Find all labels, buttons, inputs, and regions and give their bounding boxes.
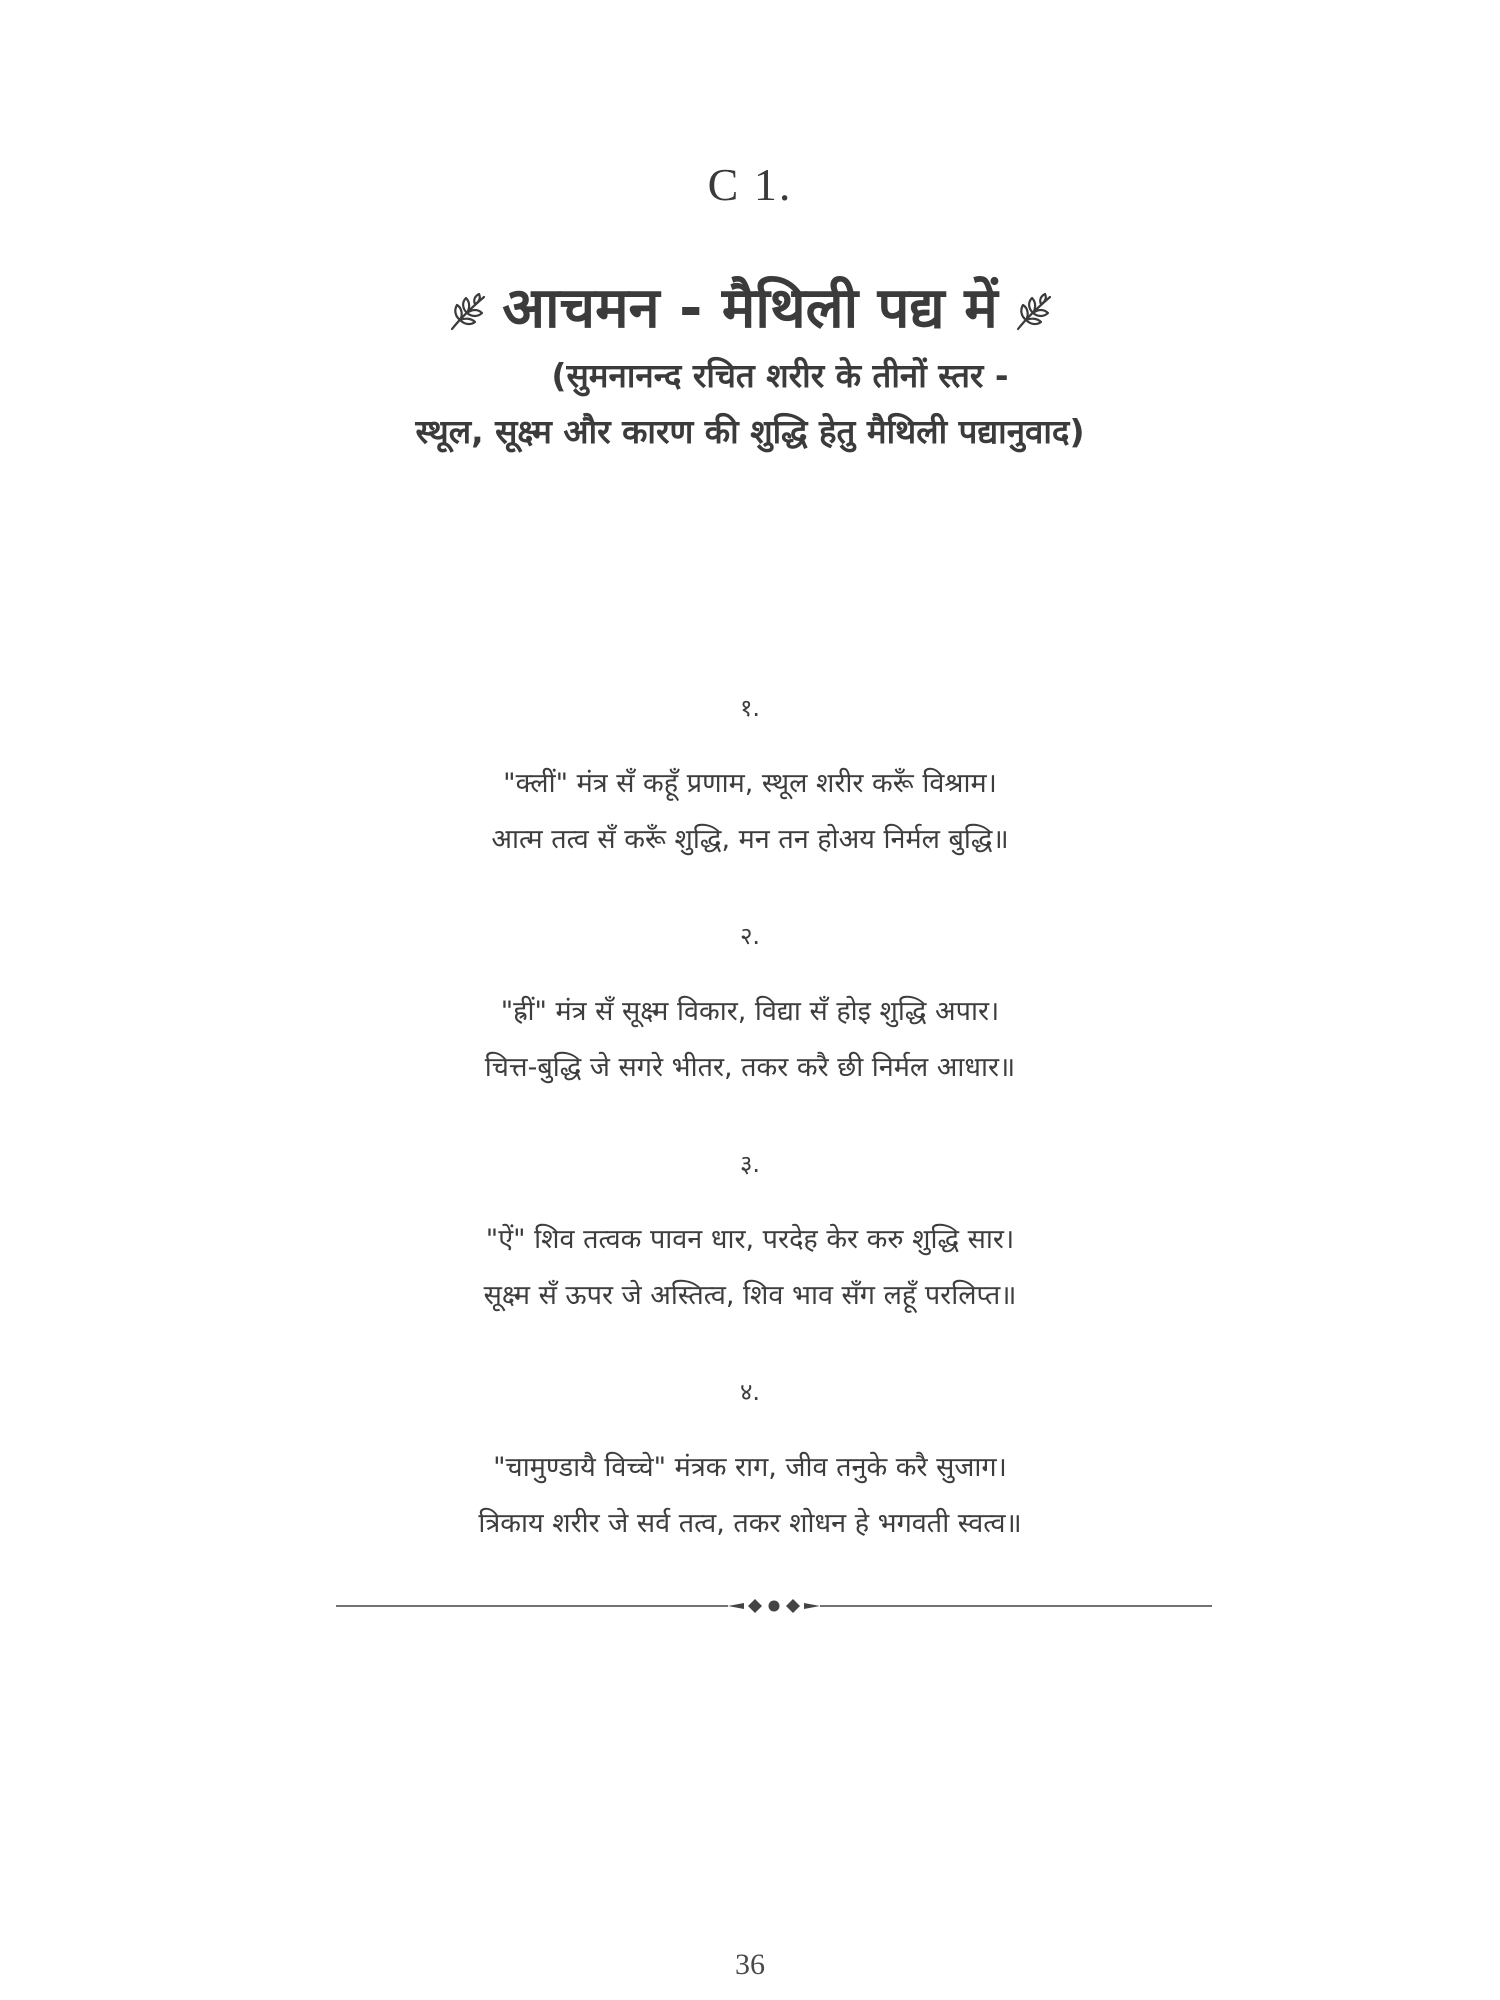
verse-number: ४. — [739, 1378, 761, 1406]
verse-block-3 — [0, 1144, 1500, 1324]
verse-line: सूक्ष्म सँ ऊपर जे अस्तित्व, शिव भाव सँग लहूँ परलिप्त॥ — [483, 1280, 1017, 1311]
chapter-label: C 1. — [707, 159, 793, 210]
verse-block-1 — [0, 688, 1500, 868]
page-title — [0, 268, 1500, 344]
verse-number: ३. — [739, 1150, 761, 1178]
subtitle-line-2: स्थूल, सूक्ष्म और कारण की शुद्धि हेतु मैथिली पद्यानुवाद) — [415, 412, 1085, 451]
subtitle — [0, 348, 1500, 460]
page-number: 36 — [735, 1948, 765, 1981]
verse-line: "ह्रीं" मंत्र सँ सूक्ष्म विकार, विद्या सँ होइ शुद्धि अपार। — [500, 996, 1000, 1027]
verse-number: १. — [739, 694, 761, 722]
verse-line: "क्लीं" मंत्र सँ कहूँ प्रणाम, स्थूल शरीर करूँ विश्राम। — [503, 768, 997, 799]
verse-line: "ऐं" शिव तत्वक पावन धार, परदेह केर करु शुद्धि सार। — [485, 1224, 1015, 1255]
subtitle-line-1: (सुमनानन्द रचित शरीर के तीनों स्तर - — [551, 356, 1009, 395]
leaf-ornament-icon — [1012, 291, 1054, 333]
leaf-ornament-icon — [446, 291, 488, 333]
verse-line: चित्त-बुद्धि जे सगरे भीतर, तकर करै छी निर्मल आधार॥ — [484, 1052, 1016, 1083]
verse-line: त्रिकाय शरीर जे सर्व तत्व, तकर शोधन हे भगवती स्वत्व॥ — [478, 1508, 1022, 1539]
title-text: आचमन - मैथिली पद्य में — [502, 276, 998, 341]
verse-block-2 — [0, 916, 1500, 1096]
verse-number: २. — [739, 922, 761, 950]
verse-line: आत्म तत्व सँ करूँ शुद्धि, मन तन होअय निर्मल बुद्धि॥ — [491, 824, 1009, 855]
verse-line: "चामुण्डायै विच्चे" मंत्रक राग, जीव तनुके करै सुजाग। — [493, 1452, 1007, 1483]
ornamental-divider-icon — [336, 1594, 1212, 1618]
verse-block-4 — [0, 1372, 1500, 1552]
